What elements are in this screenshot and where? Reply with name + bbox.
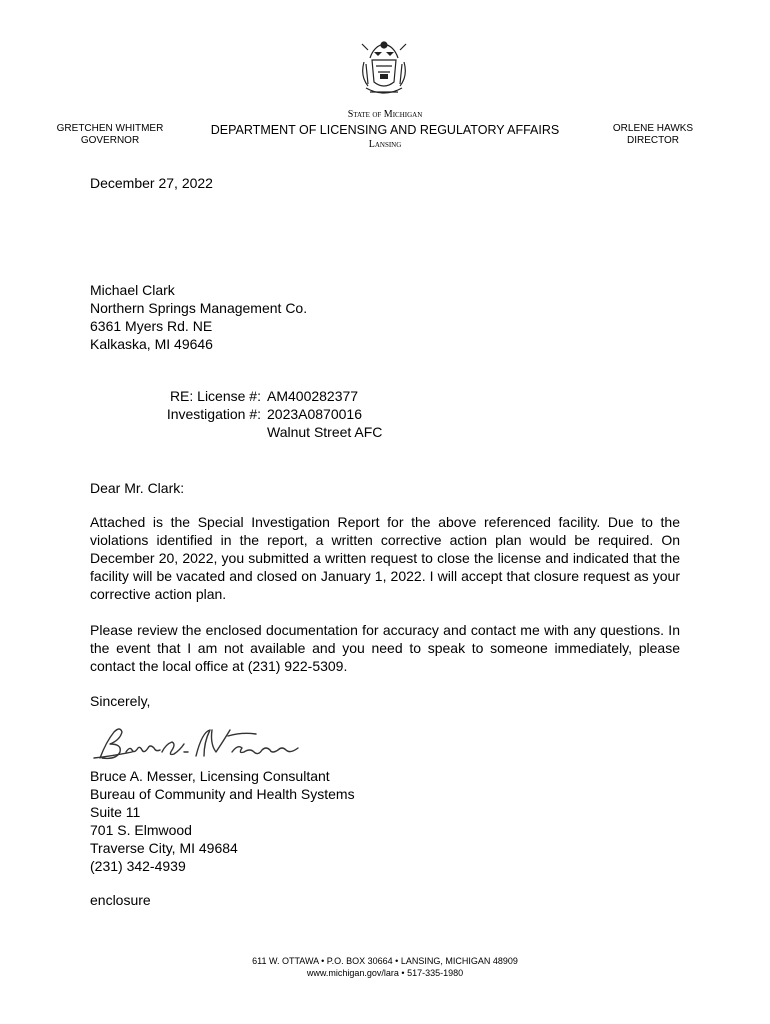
recipient-company: Northern Springs Management Co. bbox=[90, 300, 308, 316]
signer-name-title: Bruce A. Messer, Licensing Consultant bbox=[90, 768, 330, 784]
recipient-name: Michael Clark bbox=[90, 282, 175, 298]
department-header bbox=[190, 108, 580, 152]
letter-date: December 27, 2022 bbox=[90, 175, 213, 191]
reference-block bbox=[90, 387, 382, 441]
signer-phone: (231) 342-4939 bbox=[90, 858, 186, 874]
closing: Sincerely, bbox=[90, 693, 151, 709]
signer-bureau: Bureau of Community and Health Systems bbox=[90, 786, 355, 802]
handwritten-signature bbox=[92, 722, 314, 768]
body-paragraph-1: Attached is the Special Investigation Report for the above referenced facility. Due to the violations identified in the report, a written corrective action plan would be required. On December 20, 2022, you submitted a written request to close the license and indicated that the facility will be vacated and closed on January 1, 2022. I will accept that closure request as your corrective action plan. bbox=[90, 514, 680, 602]
director-block bbox=[603, 123, 703, 147]
governor-name: GRETCHEN WHITMER bbox=[56, 123, 164, 134]
recipient-city: Kalkaska, MI 49646 bbox=[90, 336, 213, 352]
investigation-number: 2023A0870016 bbox=[267, 406, 362, 422]
footer-address: 611 W. OTTAWA • P.O. BOX 30664 • LANSING, MICHIGAN 48909 bbox=[252, 956, 518, 966]
license-label: RE: License #: bbox=[169, 388, 261, 404]
page-footer bbox=[185, 955, 585, 979]
enclosure-note: enclosure bbox=[90, 892, 151, 908]
investigation-label: Investigation #: bbox=[166, 406, 261, 422]
governor-block bbox=[40, 123, 180, 147]
body-paragraph-2: Please review the enclosed documentation for accuracy and contact me with any questions. In the event that I am not available and you need to speak to someone immediately, please contact the local office at (231) 922-5309. bbox=[90, 622, 680, 674]
footer-contact: www.michigan.gov/lara • 517-335-1980 bbox=[306, 968, 464, 978]
director-title: DIRECTOR bbox=[626, 135, 680, 146]
state-name: State of Michigan bbox=[347, 109, 423, 120]
facility-name: Walnut Street AFC bbox=[267, 424, 383, 440]
director-name: ORLENE HAWKS bbox=[612, 123, 694, 134]
department-city: Lansing bbox=[368, 139, 402, 150]
signer-street: 701 S. Elmwood bbox=[90, 822, 192, 838]
recipient-address bbox=[90, 281, 307, 353]
signer-block bbox=[90, 767, 355, 875]
salutation: Dear Mr. Clark: bbox=[90, 480, 185, 496]
license-number: AM400282377 bbox=[267, 388, 359, 404]
recipient-street: 6361 Myers Rd. NE bbox=[90, 318, 213, 334]
signer-city: Traverse City, MI 49684 bbox=[90, 840, 238, 856]
signer-suite: Suite 11 bbox=[90, 804, 141, 820]
michigan-state-seal-icon bbox=[356, 36, 412, 100]
department-name: DEPARTMENT OF LICENSING AND REGULATORY AFFAIRS bbox=[210, 123, 560, 137]
governor-title: GOVERNOR bbox=[80, 135, 140, 146]
